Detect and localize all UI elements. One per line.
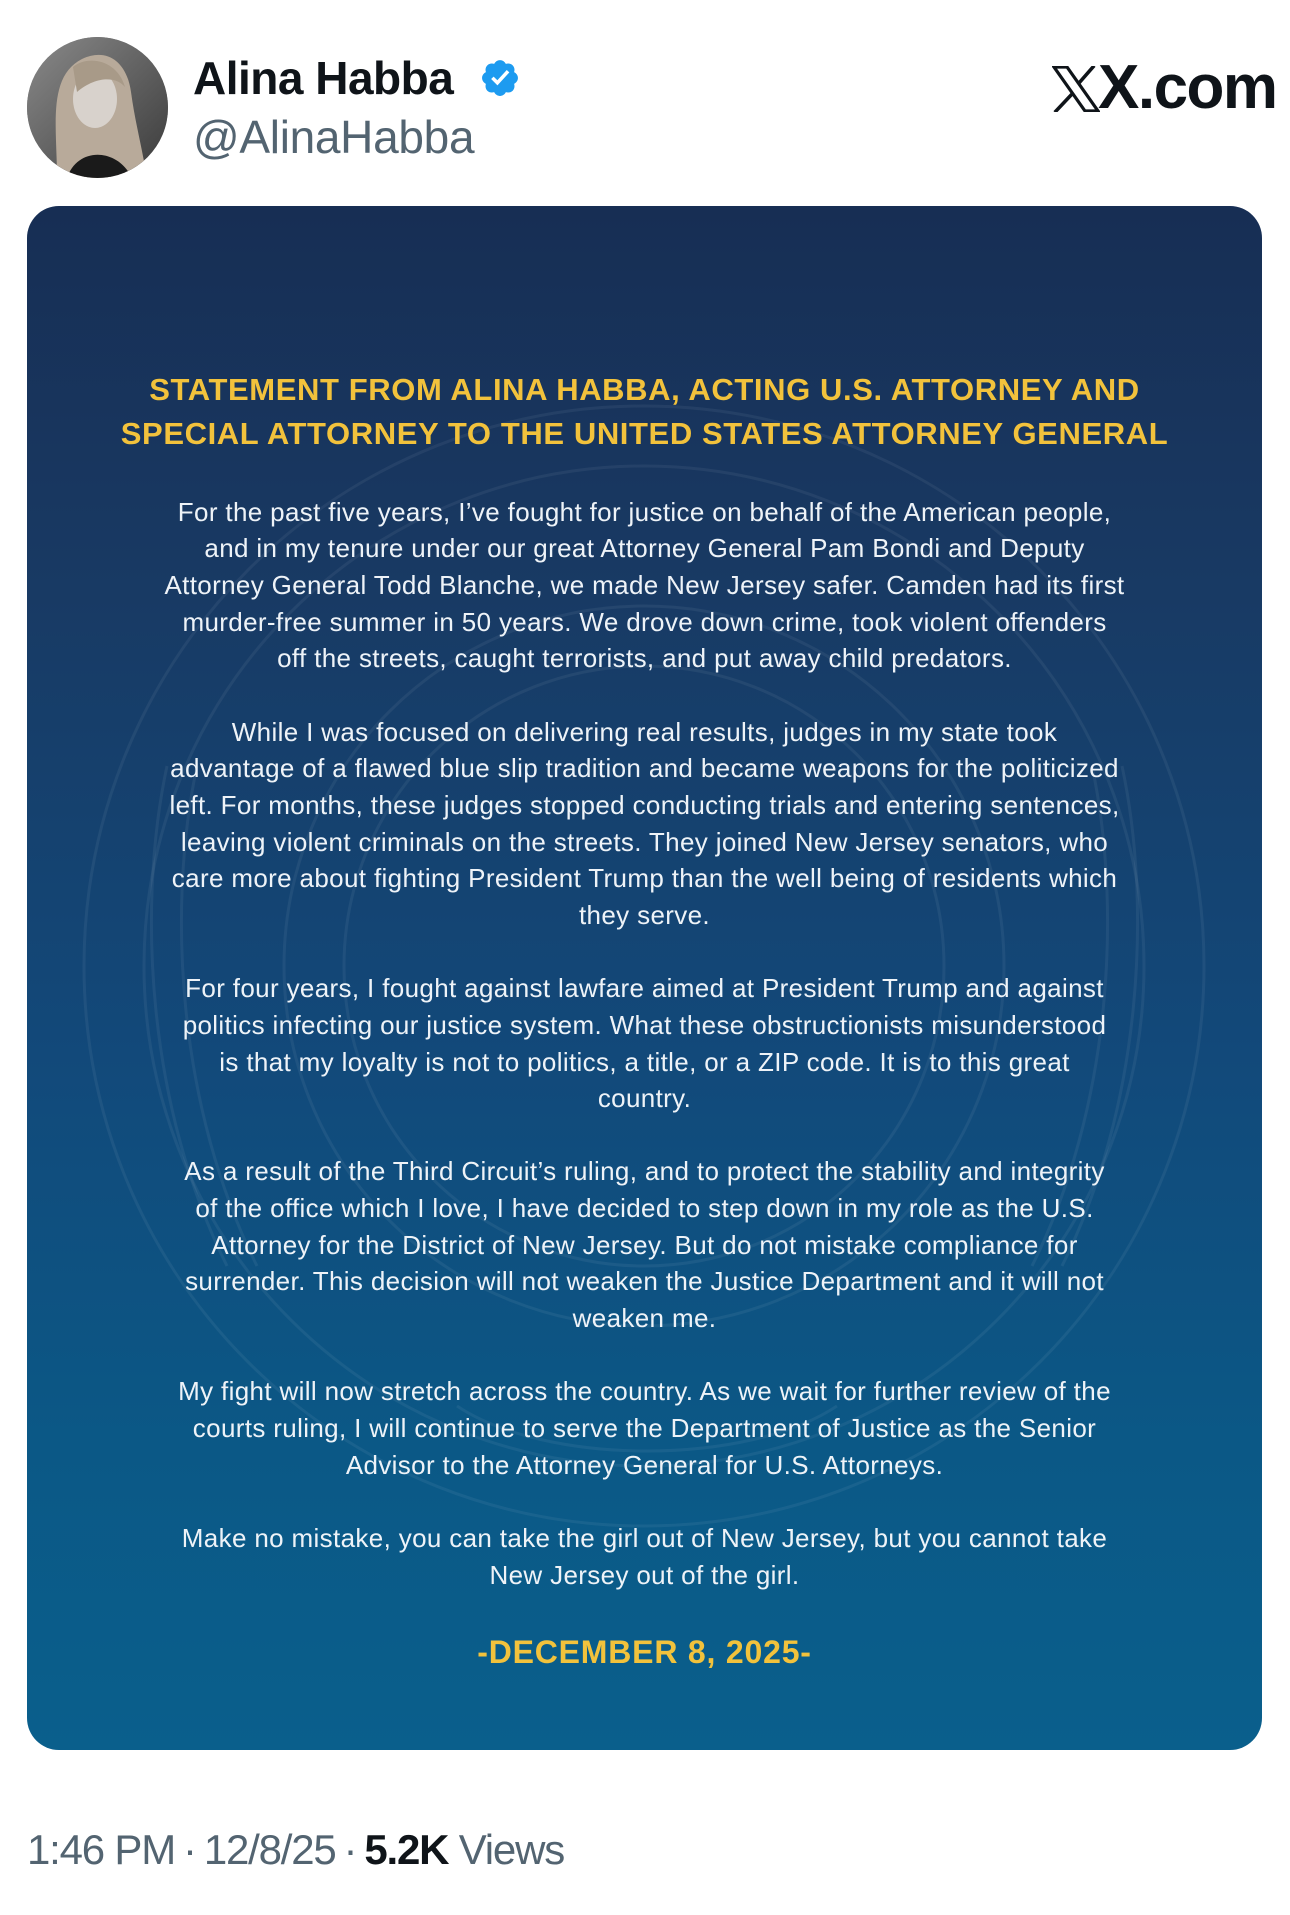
paragraph-line: leaving violent criminals on the streets. They joined New Jersey senators, who [180, 827, 1109, 857]
paragraph-line: is that my loyalty is not to politics, a title, or a ZIP code. It is to this great [219, 1047, 1070, 1077]
paragraph-line: murder-free summer in 50 years. We drove down crime, took violent offenders [182, 607, 1107, 637]
paragraph-line: Advisor to the Attorney General for U.S. Attorneys. [345, 1450, 944, 1480]
views-count[interactable]: 5.2K [364, 1826, 449, 1873]
paragraph-line: they serve. [578, 900, 711, 930]
paragraph-line: and in my tenure under our great Attorney General Pam Bondi and Deputy [204, 533, 1085, 563]
views-label: Views [458, 1826, 565, 1873]
paragraph-line: off the streets, caught terrorists, and put away child predators. [277, 643, 1012, 673]
avatar-photo [27, 37, 168, 178]
statement-card[interactable] [27, 206, 1262, 1750]
avatar[interactable] [27, 37, 168, 178]
paragraph-line: Make no mistake, you can take the girl out of New Jersey, but you cannot take [181, 1523, 1108, 1553]
paragraph-line: As a result of the Third Circuit’s ruling, and to protect the stability and integrity [184, 1156, 1105, 1186]
x-com-logo [1052, 53, 1277, 122]
x-com-wordmark: X.com [1098, 53, 1277, 122]
paragraph-line: care more about fighting President Trump than the well being of residents which [171, 863, 1118, 893]
post-time[interactable]: 1:46 PM [27, 1826, 176, 1873]
paragraph-line: New Jersey out of the girl. [489, 1560, 800, 1590]
paragraph-line: of the office which I love, I have decided to step down in my role as the U.S. [195, 1193, 1094, 1223]
paragraph-line: For four years, I fought against lawfare aimed at President Trump and against [185, 973, 1104, 1003]
statement-date: -DECEMBER 8, 2025- [477, 1634, 812, 1670]
paragraph-line: courts ruling, I will continue to serve the Department of Justice as the Senior [192, 1413, 1097, 1443]
paragraph-line: country. [597, 1083, 692, 1113]
paragraph-line: My fight will now stretch across the country. As we wait for further review of the [178, 1376, 1111, 1406]
paragraph-line: advantage of a flawed blue slip tradition and became weapons for the politicized [170, 753, 1119, 783]
paragraph-line: Attorney for the District of New Jersey. But do not mistake compliance for [211, 1230, 1078, 1260]
paragraph-line: weaken me. [572, 1303, 717, 1333]
paragraph-line: left. For months, these judges stopped conducting trials and entering sentences, [169, 790, 1120, 820]
paragraph-line: For the past five years, I’ve fought for justice on behalf of the American people, [177, 497, 1112, 527]
paragraph-line: Attorney General Todd Blanche, we made New Jersey safer. Camden had its first [164, 570, 1125, 600]
author-handle[interactable]: @AlinaHabba [193, 111, 475, 163]
meta-separator: · [343, 1826, 357, 1873]
paragraph-line: politics infecting our justice system. What these obstructionists misunderstood [182, 1010, 1107, 1040]
paragraph-line: While I was focused on delivering real results, judges in my state took [231, 717, 1058, 747]
post-date[interactable]: 12/8/25 [203, 1826, 336, 1873]
post-meta [27, 1826, 564, 1874]
statement-title-line: SPECIAL ATTORNEY TO THE UNITED STATES ATTORNEY GENERAL [120, 416, 1169, 451]
statement-title-line: STATEMENT FROM ALINA HABBA, ACTING U.S. ATTORNEY AND [149, 372, 1140, 407]
author-display-name[interactable]: Alina Habba [193, 52, 454, 104]
paragraph-line: surrender. This decision will not weaken the Justice Department and it will not [185, 1266, 1104, 1296]
meta-separator: · [183, 1826, 196, 1873]
verified-badge-icon [479, 57, 521, 99]
x-logo-icon [1052, 66, 1100, 112]
